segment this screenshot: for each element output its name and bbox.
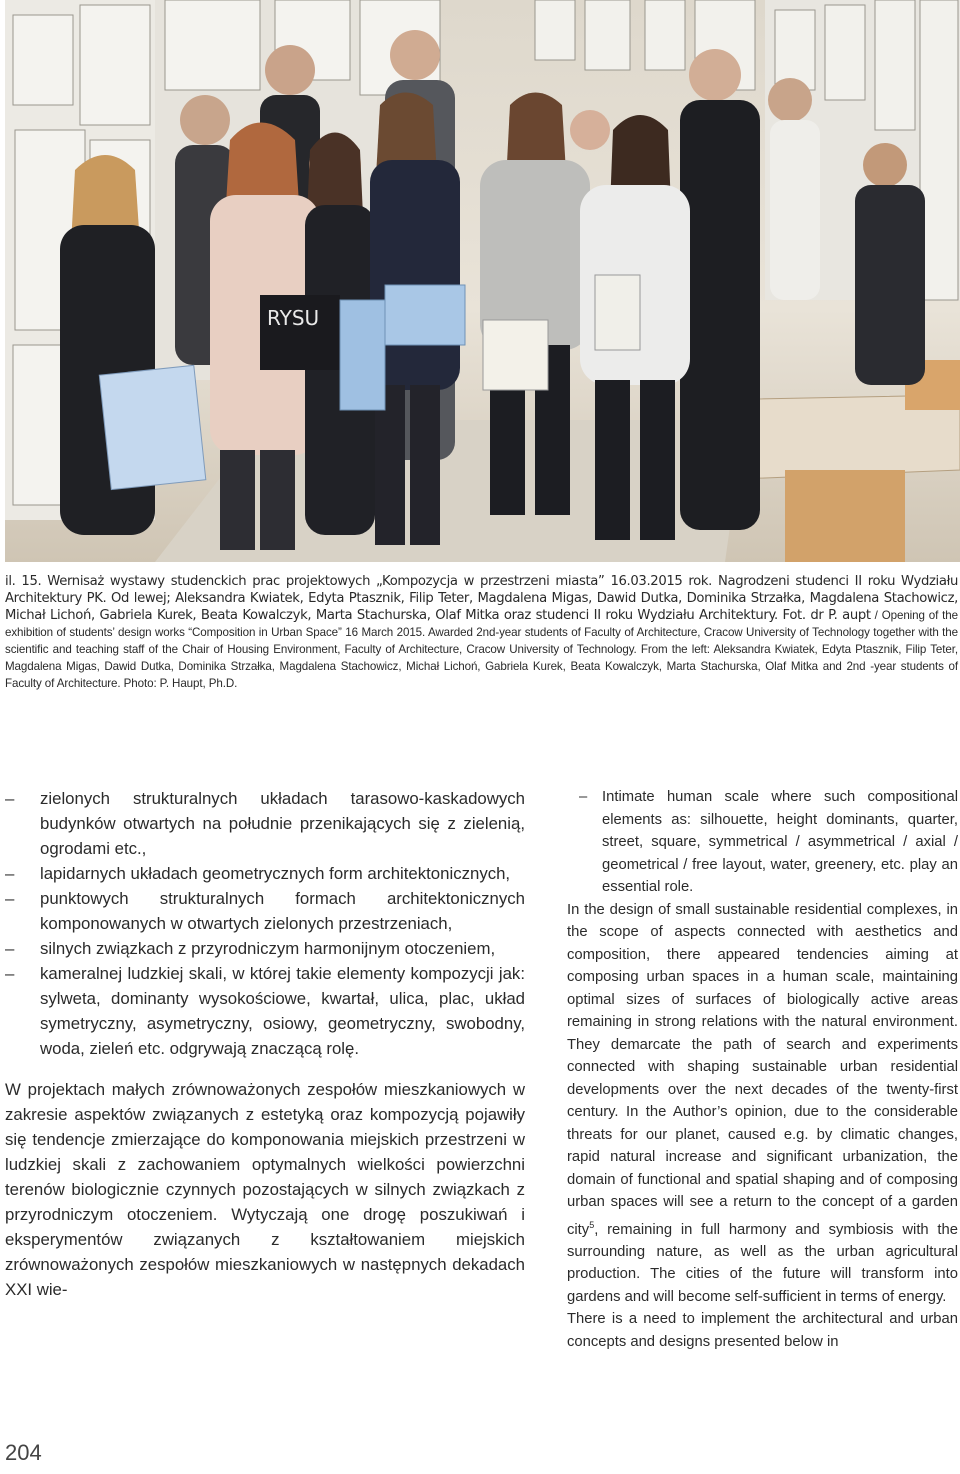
right-column xyxy=(567,786,958,1353)
left-column xyxy=(5,786,525,1302)
exhibition-photo xyxy=(5,0,960,562)
right-list-item: – Intimate human scale where such compositional elements as: silhouette, height dominants, quarter, street, square, symmetrical / asymmetrical / axial / geometrical / free layout, water, greenery, etc. play an essential role. xyxy=(567,786,958,899)
caption-english: / Opening of the exhibition of students’ design works “Composition in Urban Space” 16 March 2015. Awarded 2nd-year students of Faculty of Architecture, Cracow University of Technology together with the scientific and teaching staff of the Chair of Housing Environment, Faculty of Architecture, Cracow University of Technology. From the left: Aleksandra Kwiatek, Edyta Ptasznik, Filip Teter, Magdalena Migas, Dawid Dutka, Dominika Strzałka, Magdalena Stachowicz, Michał Lichoń, Gabriela Kurek, Beata Kowalczyk, Marta Stachurska, Olaf Mitka and 2nd -year students of Faculty of Architecture. Photo: P. Haupt, Ph.D. xyxy=(5,609,958,690)
caption-polish: il. 15. Wernisaż wystawy studenckich prac projektowych „Kompozycja w przestrzeni miasta” 16.03.2015 rok. Nagrodzeni studenci II roku Wydziału Architektury PK. Od lewej; Aleksandra Kwiatek, Edyta Ptasznik, Filip Teter, Magdalena Migas, Dawid Dutka, Dominika Strzałka, Magdalena Stachowicz, Michał Lichoń, Gabriela Kurek, Beata Kowalczyk, Marta Stachurska, Olaf Mitka oraz studenci II roku Wydziału Architektury. Fot. dr P. aupt xyxy=(5,574,958,623)
right-paragraph-1-end: , remaining in full harmony and symbiosis with the surrounding nature, as well as the urban agricultural production. The cities of the future will transform into gardens and will become self-sufficient in terms of energy. xyxy=(567,1221,958,1305)
right-paragraph-1 xyxy=(567,899,958,1309)
left-list-item: – zielonych strukturalnych układach tarasowo-kaskadowych budynków otwartych na południe przenikających się z zielenią, ogrodami etc., xyxy=(5,786,525,861)
left-list-item: – punktowych strukturalnych formach architektonicznych komponowanych w otwartych zielonych przestrzeniach, xyxy=(5,886,525,936)
board-lettering: RYSU xyxy=(267,306,320,330)
page-number: 204 xyxy=(5,1440,42,1465)
left-bullet-list xyxy=(5,786,525,1061)
right-bullet-list xyxy=(567,786,958,899)
right-paragraph-1-start: In the design of small sustainable residential complexes, in the scope of aspects connected with aesthetics and composition, there appeared tendencies aiming at composing urban spaces in a human scale, maintaining optimal sizes of surfaces of biologically active areas remaining in strong relations with the natural environment. They demarcate the path of search and experiments connected with shaping sustainable urban residential developments over the next decades of the twenty-first century. In the Author’s opinion, due to the considerable threats for our planet, caused e.g. by climatic changes, rapid natural increase and significant urbanization, the domain of functional and spatial shaping and of composing urban spaces will see a return to the concept of a garden city xyxy=(567,901,958,1238)
footnote-marker: 5 xyxy=(589,1219,595,1230)
left-list-item: – lapidarnych układach geometrycznych form architektonicznych, xyxy=(5,861,525,886)
photo-illustration xyxy=(5,0,960,562)
left-list-item: – kameralnej ludzkiej skali, w której takie elementy kompozycji jak: sylweta, dominanty wysokościowe, kwartał, ulica, plac, układ symetryczny, asymetryczny, osiowy, geometryczny, swobodny, woda, zieleń etc. odgrywają znaczącą rolę. xyxy=(5,961,525,1061)
right-paragraph-2: There is a need to implement the architectural and urban concepts and designs presented below in xyxy=(567,1311,958,1350)
photo-caption xyxy=(5,573,958,692)
left-paragraph: W projektach małych zrównoważonych zespołów mieszkaniowych w zakresie aspektów związanych z estetyką oraz kompozycją pojawiły się tendencje zmierzające do komponowania miejskich przestrzeni w ludzkiej skali z zachowaniem optymalnych wielkości powierzchni terenów biologicznie czynnych pozostających w silnych związkach z przyrodniczym otoczeniem. Wytyczają one drogę poszukiwań i eksperymentów związanych z kształtowaniem miejskich zrównoważonych zespołów mieszkaniowych w następnych dekadach XXI wie- xyxy=(5,1080,525,1299)
left-list-item: – silnych związkach z przyrodniczym harmonijnym otoczeniem, xyxy=(5,936,525,961)
